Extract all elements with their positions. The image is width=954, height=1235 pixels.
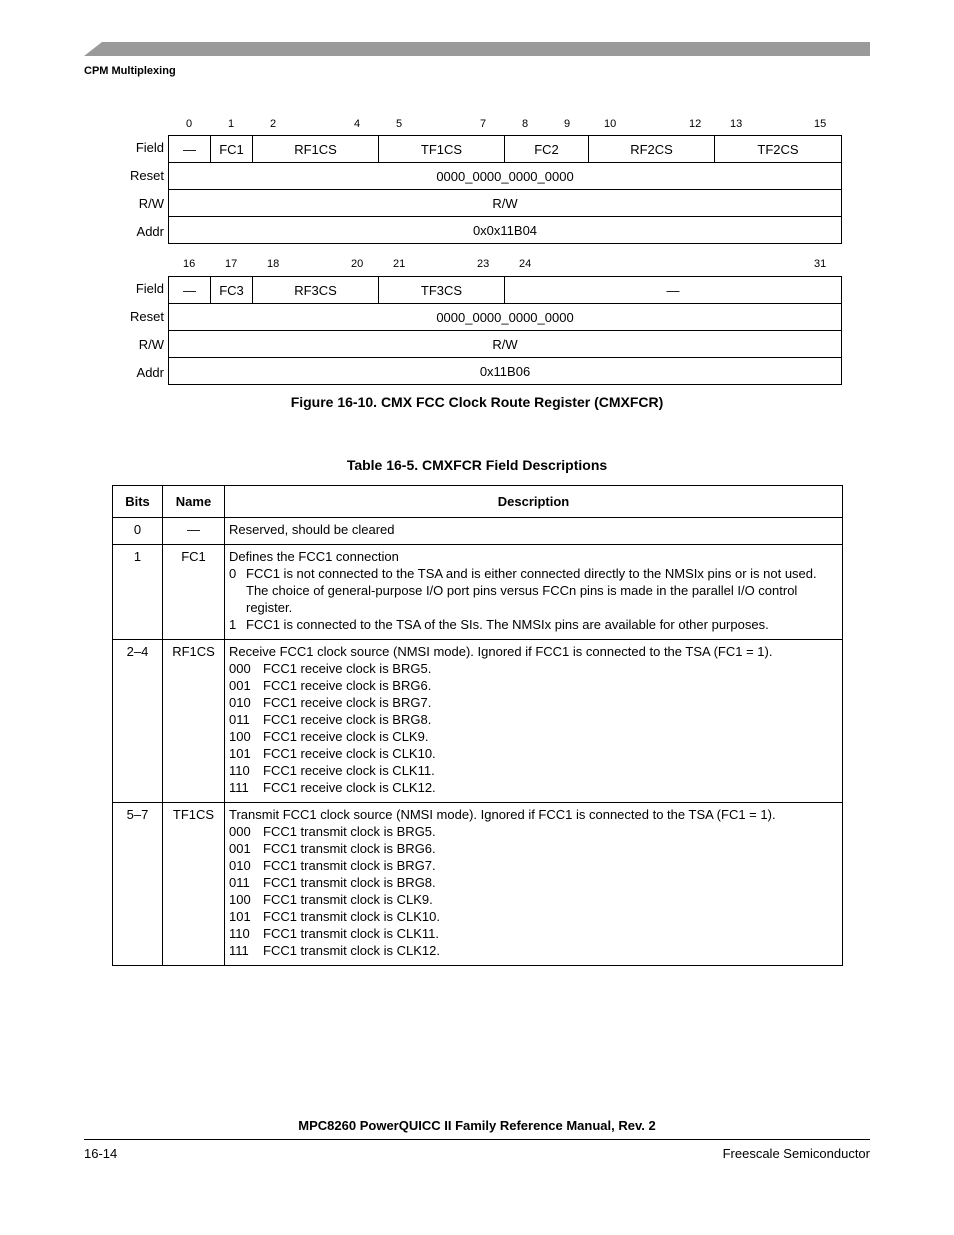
option-text: FCC1 transmit clock is CLK9. — [263, 892, 433, 907]
option-text: FCC1 receive clock is BRG7. — [263, 695, 432, 710]
register-table-lower — [168, 276, 842, 385]
option-line — [229, 823, 838, 840]
bit-number: 2 — [270, 118, 277, 130]
field-cell: RF3CS — [253, 277, 379, 304]
option-line — [229, 891, 838, 908]
row-label-reset: Reset — [130, 309, 164, 324]
option-text: FCC1 receive clock is BRG6. — [263, 678, 432, 693]
option-code: 000 — [229, 824, 251, 839]
reset-value: 0000_0000_0000_0000 — [169, 163, 842, 190]
bit-number: 13 — [730, 118, 743, 130]
option-code: 010 — [229, 695, 251, 710]
option-text: FCC1 receive clock is CLK11. — [263, 763, 435, 778]
option-line — [229, 762, 838, 779]
bit-number: 23 — [477, 258, 490, 270]
header-bar — [84, 42, 870, 56]
cell-name: TF1CS — [163, 803, 225, 966]
cell-description — [225, 640, 843, 803]
field-cell: FC1 — [211, 136, 253, 163]
option-text: FCC1 transmit clock is CLK10. — [263, 909, 440, 924]
option-line — [229, 711, 838, 728]
header-name: Name — [163, 486, 225, 518]
option-line — [229, 779, 838, 796]
field-cell: FC3 — [211, 277, 253, 304]
table-title: Table 16-5. CMXFCR Field Descriptions — [346, 457, 608, 473]
table-row — [113, 518, 843, 545]
cell-description — [225, 518, 843, 545]
cell-description — [225, 545, 843, 640]
option-code: 100 — [229, 729, 251, 744]
option-code: 110 — [229, 763, 250, 778]
bit-number: 5 — [396, 118, 403, 130]
option-line — [229, 677, 838, 694]
option-text: FCC1 transmit clock is BRG8. — [263, 875, 436, 890]
option-line — [229, 925, 838, 942]
field-cell: — — [505, 277, 842, 304]
description-intro: Reserved, should be cleared — [229, 522, 395, 537]
bit-number: 21 — [393, 258, 406, 270]
option-line — [229, 694, 838, 711]
page-number: 16-14 — [84, 1146, 118, 1161]
cell-name: — — [163, 518, 225, 545]
bit-number: 0 — [186, 118, 193, 130]
row-label-rw: R/W — [138, 337, 164, 352]
row-label-field: Field — [135, 281, 164, 296]
addr-value: 0x0x11B04 — [169, 217, 842, 244]
figure-caption: Figure 16-10. CMX FCC Clock Route Register (CMXFCR) — [290, 394, 664, 410]
option-code: 001 — [229, 678, 251, 693]
field-cell: TF2CS — [715, 136, 842, 163]
cell-bits: 2–4 — [113, 640, 163, 803]
bit-number: 17 — [225, 258, 238, 270]
rw-value: R/W — [169, 190, 842, 217]
row-label-addr: Addr — [136, 224, 164, 239]
option-code: 010 — [229, 858, 251, 873]
rw-value: R/W — [169, 331, 842, 358]
option-line — [229, 660, 838, 677]
option-line — [229, 728, 838, 745]
option-text: FCC1 receive clock is BRG5. — [263, 661, 432, 676]
cell-name: FC1 — [163, 545, 225, 640]
addr-value: 0x11B06 — [169, 358, 842, 385]
bit-number: 31 — [814, 258, 827, 270]
option-code: 011 — [229, 875, 250, 890]
option-code: 1 — [229, 617, 237, 632]
option-line — [229, 908, 838, 925]
bit-number: 8 — [522, 118, 529, 130]
field-cell: TF1CS — [379, 136, 505, 163]
footer-title: MPC8260 PowerQUICC II Family Reference Manual, Rev. 2 — [298, 1118, 656, 1133]
option-line — [229, 745, 838, 762]
row-label-field: Field — [135, 140, 164, 155]
option-line — [229, 840, 838, 857]
option-text: FCC1 is not connected to the TSA and is either connected directly to the NMSIx pins or is not used. The choice of general-purpose I/O port pins versus FCCn pins is made in the parallel I/O control register. — [246, 566, 817, 615]
field-cell: FC2 — [505, 136, 589, 163]
company-name: Freescale Semiconductor — [722, 1146, 870, 1161]
reset-value: 0000_0000_0000_0000 — [169, 304, 842, 331]
bit-number: 16 — [183, 258, 196, 270]
field-cell: RF1CS — [253, 136, 379, 163]
description-intro: Defines the FCC1 connection — [229, 549, 399, 564]
table-row — [113, 803, 843, 966]
field-cell: RF2CS — [589, 136, 715, 163]
bit-number: 10 — [604, 118, 617, 130]
field-cell: TF3CS — [379, 277, 505, 304]
option-code: 100 — [229, 892, 251, 907]
option-code: 0 — [229, 566, 237, 581]
bit-number: 7 — [480, 118, 487, 130]
option-code: 011 — [229, 712, 250, 727]
option-line — [229, 565, 838, 616]
option-text: FCC1 transmit clock is CLK11. — [263, 926, 440, 941]
option-line — [229, 874, 838, 891]
description-intro: Receive FCC1 clock source (NMSI mode). Ignored if FCC1 is connected to the TSA (FC1 = 1). — [229, 644, 773, 659]
option-code: 101 — [229, 909, 251, 924]
bit-number: 15 — [814, 118, 827, 130]
table-header-row — [113, 486, 843, 518]
option-text: FCC1 receive clock is CLK12. — [263, 780, 436, 795]
bit-number: 20 — [351, 258, 364, 270]
description-intro: Transmit FCC1 clock source (NMSI mode). Ignored if FCC1 is connected to the TSA (FC1 = 1). — [229, 807, 776, 822]
section-title: CPM Multiplexing — [84, 65, 176, 77]
option-text: FCC1 receive clock is CLK10. — [263, 746, 436, 761]
option-text: FCC1 transmit clock is CLK12. — [263, 943, 440, 958]
cell-name: RF1CS — [163, 640, 225, 803]
option-code: 000 — [229, 661, 251, 676]
option-line — [229, 942, 838, 959]
option-text: FCC1 receive clock is BRG8. — [263, 712, 432, 727]
option-line — [229, 857, 838, 874]
option-code: 110 — [229, 926, 250, 941]
header-description: Description — [225, 486, 843, 518]
field-description-table — [112, 485, 843, 966]
bit-number: 9 — [564, 118, 571, 130]
footer-rule — [84, 1139, 870, 1140]
cell-bits: 0 — [113, 518, 163, 545]
bit-number: 24 — [519, 258, 532, 270]
option-text: FCC1 is connected to the TSA of the SIs. The NMSIx pins are available for other purposes. — [246, 617, 769, 632]
option-text: FCC1 transmit clock is BRG6. — [263, 841, 436, 856]
header-bits: Bits — [113, 486, 163, 518]
option-code: 101 — [229, 746, 251, 761]
option-code: 001 — [229, 841, 251, 856]
cell-bits: 1 — [113, 545, 163, 640]
option-line — [229, 616, 838, 633]
option-code: 111 — [229, 943, 249, 958]
bit-number: 4 — [354, 118, 361, 130]
bit-number: 12 — [689, 118, 702, 130]
option-text: FCC1 transmit clock is BRG7. — [263, 858, 436, 873]
row-label-reset: Reset — [130, 168, 164, 183]
table-row — [113, 640, 843, 803]
option-code: 111 — [229, 780, 249, 795]
field-cell: — — [169, 277, 211, 304]
table-row — [113, 545, 843, 640]
bit-number: 1 — [228, 118, 235, 130]
field-cell: — — [169, 136, 211, 163]
bit-number: 18 — [267, 258, 280, 270]
option-text: FCC1 receive clock is CLK9. — [263, 729, 429, 744]
row-label-rw: R/W — [138, 196, 164, 211]
option-text: FCC1 transmit clock is BRG5. — [263, 824, 436, 839]
register-table-upper — [168, 135, 842, 244]
row-label-addr: Addr — [136, 365, 164, 380]
cell-bits: 5–7 — [113, 803, 163, 966]
cell-description — [225, 803, 843, 966]
